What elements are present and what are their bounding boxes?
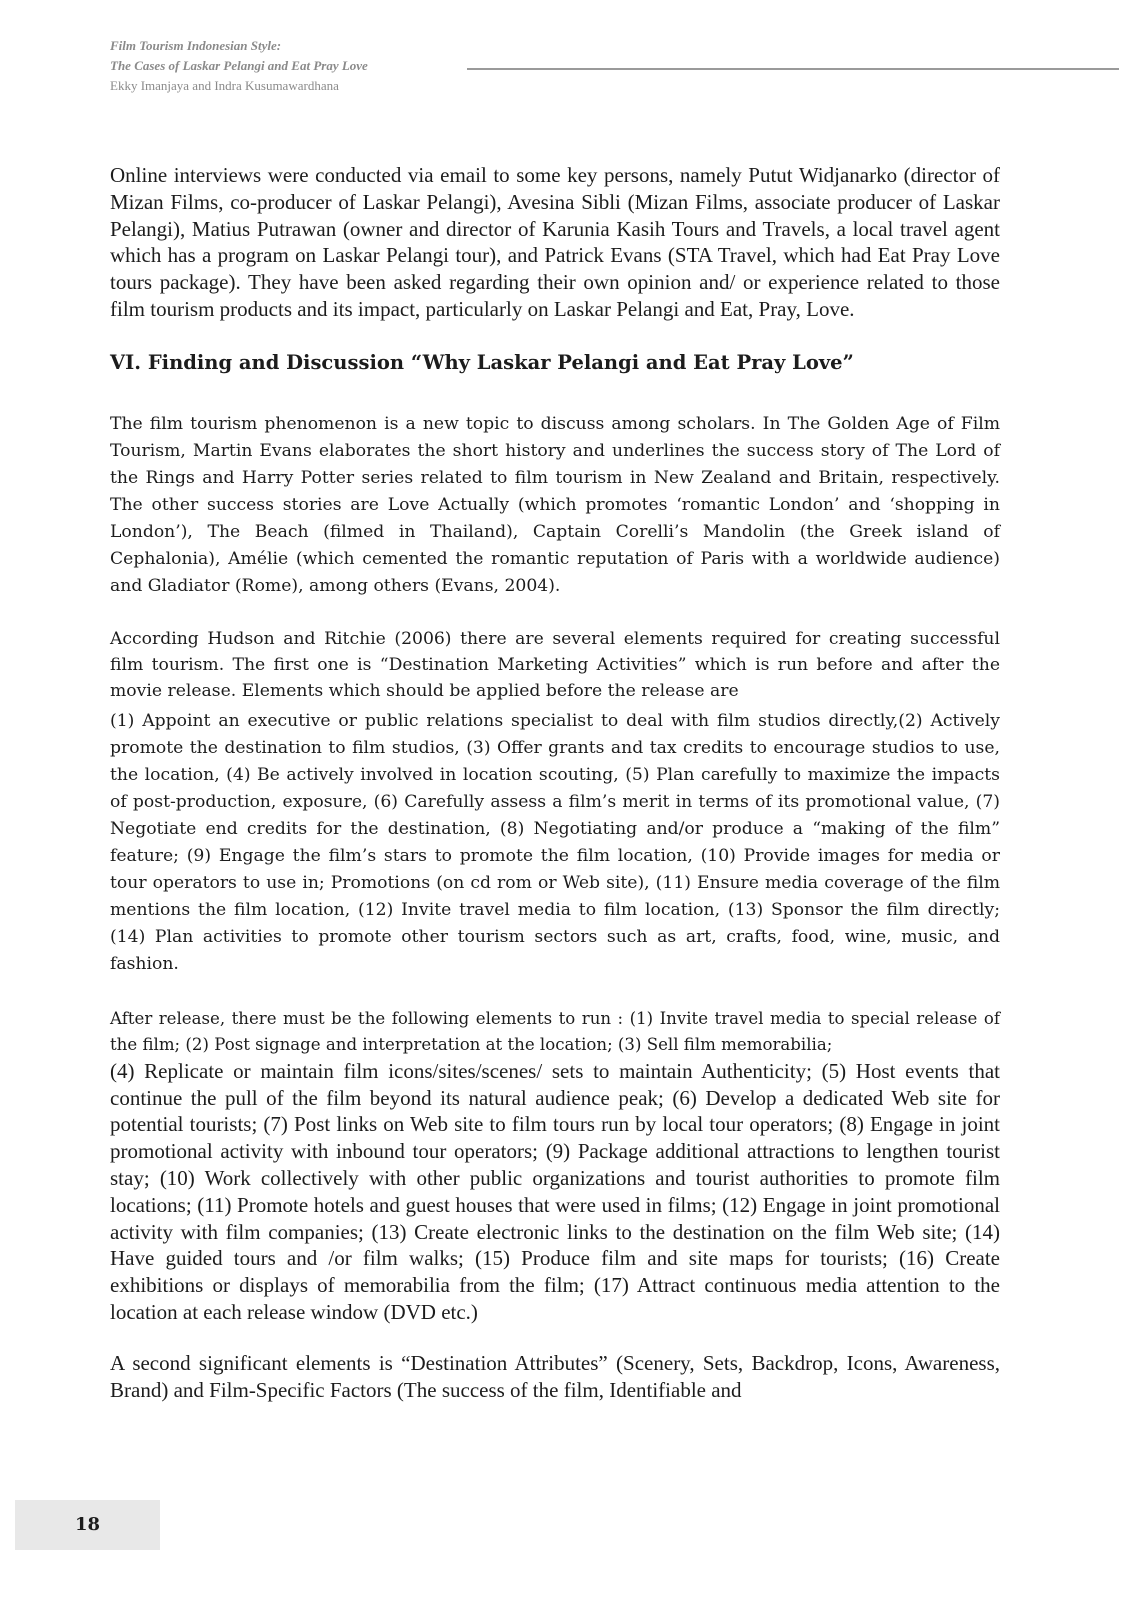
running-head-authors: Ekky Imanjaya and Indra Kusumawardhana: [110, 78, 339, 93]
paragraph-film-tourism-phenomenon: The film tourism phenomenon is a new topic to discuss among scholars. In The Golden Age of Film Tourism, Martin Evans elaborates the short history and underlines the success story of The Lord of the Rings and Harry Potter series related to film tourism in New Zealand and Britain, respectively. The other success stories are Love Actually (which promotes ‘romantic London’ and ‘shopping in London’), The Beach (filmed in Thailand), Captain Corelli’s Mandolin (the Greek island of Cephalonia), Amélie (which cemented the romantic reputation of Paris with a worldwide audience) and Gladiator (Rome), among others (Evans, 2004).: [110, 413, 1000, 596]
paragraph-destination-attributes: A second significant elements is “Destination Attributes” (Scenery, Sets, Backdrop, Icons, Awareness, Brand) and Film-Specific Factors (The success of the film, Identifiable and: [110, 1350, 1000, 1402]
paragraph-interviews: Online interviews were conducted via email to some key persons, namely Putut Widjanarko (director of Mizan Films, co-producer of Laskar Pelangi), Avesina Sibli (Mizan Films, associate producer of Laskar Pelangi), Matius Putrawan (owner and director of Karunia Kasih Tours and Travels, a local travel agent which has a program on Laskar Pelangi tour), and Patrick Evans (STA Travel, which had Eat Pray Love tours package). They have been asked regarding their own opinion and/ or experience related to those film tourism products and its impact, particularly on Laskar Pelangi and Eat, Pray, Love.: [110, 163, 1000, 321]
running-head: [110, 36, 450, 96]
page-number: 18: [74, 1514, 101, 1535]
running-head-title-line2: The Cases of Laskar Pelangi and Eat Pray Love: [110, 58, 368, 73]
running-head-title-line1: Film Tourism Indonesian Style:: [110, 38, 282, 53]
page-body: [110, 162, 1000, 1403]
paragraph-before-release-elements: (1) Appoint an executive or public relations specialist to deal with film studios directly,(2) Actively promote the destination to film studios, (3) Offer grants and tax credits to encourage studios to use, the location, (4) Be actively involved in location scouting, (5) Plan carefully to maximize the impacts of post-production, exposure, (6) Carefully assess a film’s merit in terms of its promotional value, (7) Negotiate end credits for the destination, (8) Negotiating and/or produce a “making of the film” feature; (9) Engage the film’s stars to promote the film location, (10) Provide images for media or tour operators to use in; Promotions (on cd rom or Web site), (11) Ensure media coverage of the film mentions the film location, (12) Invite travel media to film location, (13) Sponsor the film directly; (14) Plan activities to promote other tourism sectors such as art, crafts, food, wine, music, and fashion.: [110, 710, 1000, 974]
section-heading: VI. Finding and Discussion “Why Laskar Pelangi and Eat Pray Love”: [110, 350, 854, 374]
paragraph-hudson-ritchie: According Hudson and Ritchie (2006) there are several elements required for creating successful film tourism. The first one is “Destination Marketing Activities” which is run before and after the movie release. Elements which should be applied before the release are: [110, 628, 1000, 701]
header-rule: [467, 68, 1119, 70]
paragraph-after-release-intro: After release, there must be the following elements to run : (1) Invite travel media to special release of the film; (2) Post signage and interpretation at the location; (3) Sell film memorabilia;: [110, 1008, 1000, 1054]
paragraph-after-release-elements: (4) Replicate or maintain film icons/sites/scenes/ sets to maintain Authenticity; (5) Host events that continue the pull of the film beyond its natural audience peak; (6) Develop a dedicated Web site for potential tourists; (7) Post links on Web site to film tours run by local tour operators; (8) Engage in joint promotional activity with inbound tour operators; (9) Package additional attractions to lengthen tourist stay; (10) Work collectively with other public organizations and tourist authorities to promote film locations; (11) Promote hotels and guest houses that were used in films; (12) Engage in joint promotional activity with film companies; (13) Create electronic links to the destination on the film Web site; (14) Have guided tours and /or film walks; (15) Produce film and site maps for tourists; (16) Create exhibitions or displays of memorabilia from the film; (17) Attract continuous media attention to the location at each release window (DVD etc.): [110, 1058, 1000, 1324]
page-number-box: [15, 1500, 160, 1550]
